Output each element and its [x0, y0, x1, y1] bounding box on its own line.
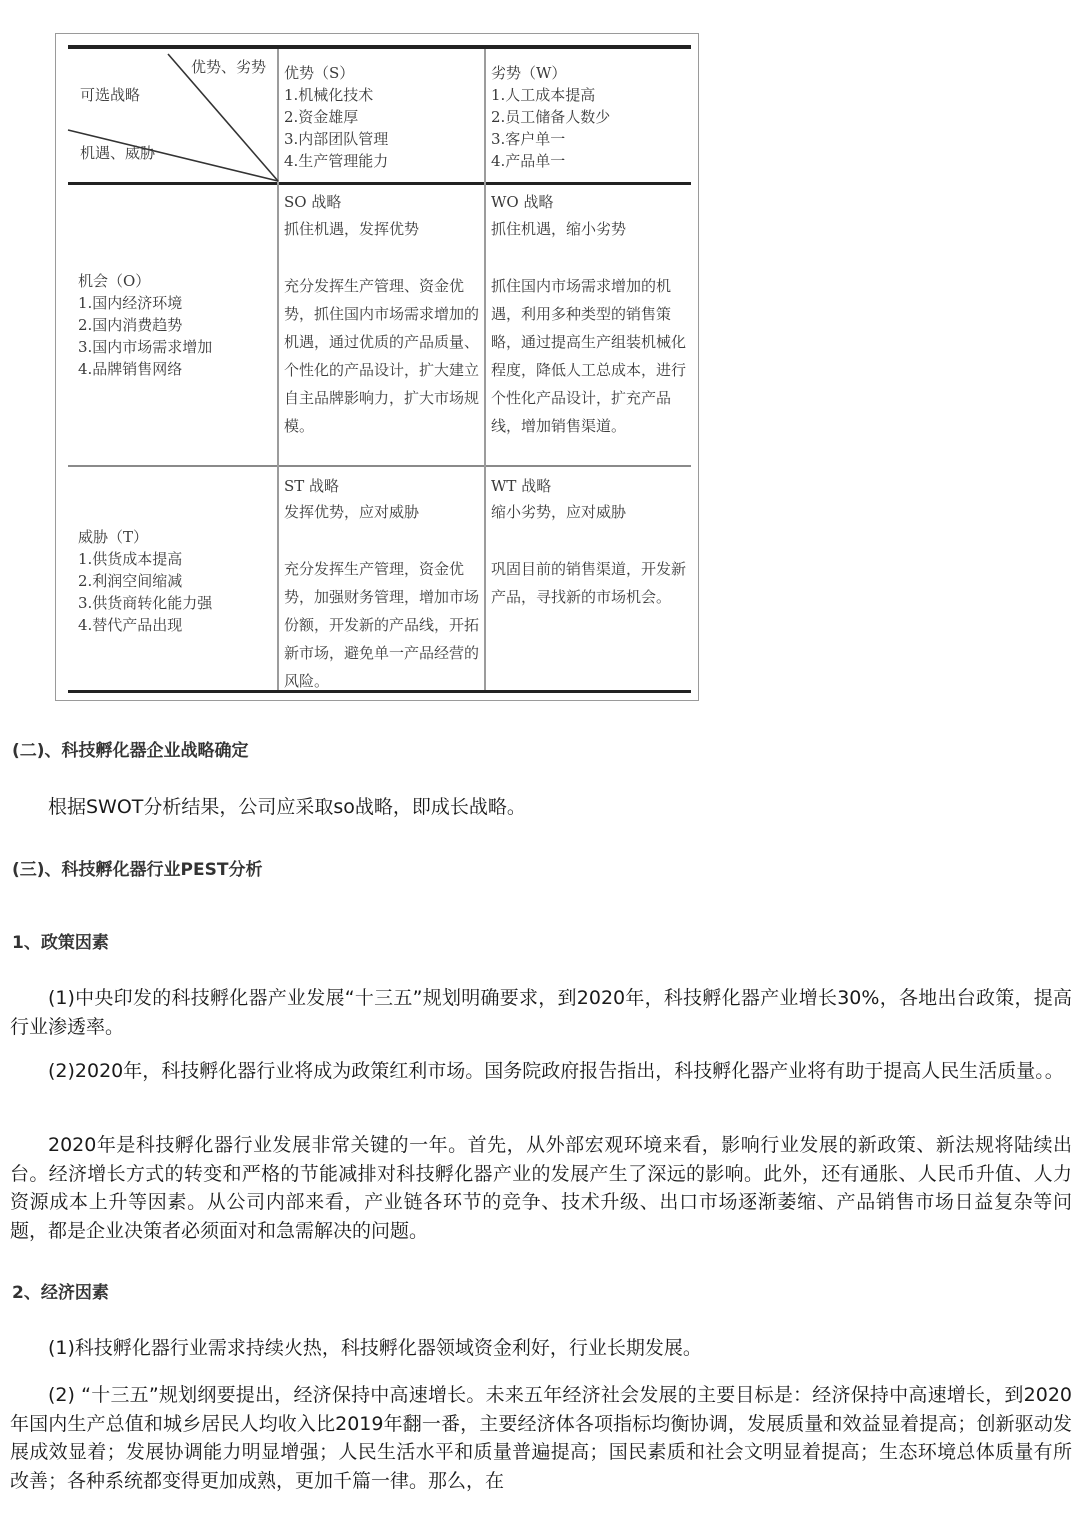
strengths-item: 1.机械化技术 [284, 86, 374, 104]
threats-item: 4.替代产品出现 [78, 616, 183, 634]
threats-item: 3.供货商转化能力强 [78, 594, 213, 612]
opportunities-item: 2.国内消费趋势 [78, 316, 183, 334]
economy-paragraph-2: (2) “十三五”规划纲要提出，经济保持中高速增长。未来五年经济社会发展的主要目标是：经济保持中高速增长，到2020年国内生产总值和城乡居民人均收入比2019年翻一番，主要经济体各项指标均衡协调，发展质量和效益显着提高；创新驱动发展成效显着；发展协调能力明显增强；人民生活水平和质量普遍提高；国民素质和社会文明显着提高；生态环境总体质量有所改善；各种系统都变得更加成熟，更加千篇一律。那么，在 [10, 1384, 1072, 1492]
opportunities-item: 1.国内经济环境 [78, 294, 183, 312]
threats-item: 1.供货成本提高 [78, 550, 183, 568]
st-strategy-subtitle: 发挥优势，应对威胁 [284, 503, 420, 521]
wo-strategy-subtitle: 抓住机遇，缩小劣势 [491, 220, 627, 238]
policy-paragraph-1: (1)中央印发的科技孵化器产业发展“十三五”规划明确要求，到2020年，科技孵化器产业增长30%，各地出台政策，提高行业渗透率。 [10, 987, 1072, 1038]
so-strategy-text: 充分发挥生产管理、资金优势，抓住国内市场需求增加的机遇，通过优质的产品质量、个性化的产品设计，扩大建立自主品牌影响力，扩大市场规模。 [284, 277, 480, 435]
weaknesses-item: 2.员工储备人数少 [491, 108, 611, 126]
wt-strategy-subtitle: 缩小劣势，应对威胁 [491, 503, 627, 521]
opportunities-item: 4.品牌销售网络 [78, 360, 183, 378]
st-strategy-text: 充分发挥生产管理，资金优势，加强财务管理，增加市场份额，开发新的产品线，开拓新市场，避免单一产品经营的风险。 [284, 560, 480, 690]
so-strategy-subtitle: 抓住机遇，发挥优势 [284, 220, 420, 238]
strategy-text: 根据SWOT分析结果，公司应采取so战略，即成长战略。 [48, 796, 526, 818]
policy-paragraph-2: (2)2020年，科技孵化器行业将成为政策红利市场。国务院政府报告指出，科技孵化器产业将有助于提高人民生活质量。。 [48, 1060, 1064, 1082]
swot-table [55, 33, 699, 701]
pest-section-heading: (三)、科技孵化器行业PEST分析 [12, 860, 263, 880]
wo-strategy-title: WO 战略 [491, 193, 554, 211]
corner-label-strengths-weaknesses: 优势、劣势 [191, 58, 267, 76]
strengths-item: 4.生产管理能力 [284, 152, 389, 170]
opportunities-item: 3.国内市场需求增加 [78, 338, 213, 356]
st-strategy-title: ST 战略 [284, 477, 340, 495]
strengths-item: 2.资金雄厚 [284, 108, 359, 126]
strategy-section-heading: (二)、科技孵化器企业战略确定 [12, 741, 249, 761]
so-strategy-title: SO 战略 [284, 193, 342, 211]
threats-item: 2.利润空间缩减 [78, 572, 183, 590]
corner-label-strategies: 可选战略 [80, 86, 141, 104]
weaknesses-title: 劣势（W） [491, 64, 567, 82]
economy-paragraph-1: (1)科技孵化器行业需求持续火热，科技孵化器领域资金利好，行业长期发展。 [48, 1337, 702, 1359]
strengths-item: 3.内部团队管理 [284, 130, 389, 148]
wt-strategy-title: WT 战略 [491, 477, 552, 495]
policy-paragraph-3: 2020年是科技孵化器行业发展非常关键的一年。首先，从外部宏观环境来看，影响行业发展的新政策、新法规将陆续出台。经济增长方式的转变和严格的节能减排对科技孵化器产业的发展产生了深远的影响。此外，还有通胀、人民币升值、人力资源成本上升等因素。从公司内部来看，产业链各环节的竞争、技术升级、出口市场逐渐萎缩、产品销售市场日益复杂等问题，都是企业决策者必须面对和急需解决的问题。 [10, 1134, 1072, 1242]
strengths-title: 优势（S） [284, 64, 355, 82]
opportunities-title: 机会（O） [78, 272, 151, 290]
wo-strategy-text: 抓住国内市场需求增加的机遇，利用多种类型的销售策略，通过提高生产组装机械化程度，降低人工总成本，进行个性化产品设计，扩充产品线，增加销售渠道。 [491, 277, 687, 435]
weaknesses-item: 1.人工成本提高 [491, 86, 596, 104]
economy-factor-heading: 2、经济因素 [12, 1283, 109, 1303]
policy-factor-heading: 1、政策因素 [12, 933, 109, 953]
corner-label-opportunities-threats: 机遇、威胁 [80, 144, 156, 162]
wt-strategy-text: 巩固目前的销售渠道，开发新产品，寻找新的市场机会。 [491, 560, 687, 606]
weaknesses-item: 4.产品单一 [491, 152, 566, 170]
threats-title: 威胁（T） [78, 528, 149, 546]
weaknesses-item: 3.客户单一 [491, 130, 566, 148]
